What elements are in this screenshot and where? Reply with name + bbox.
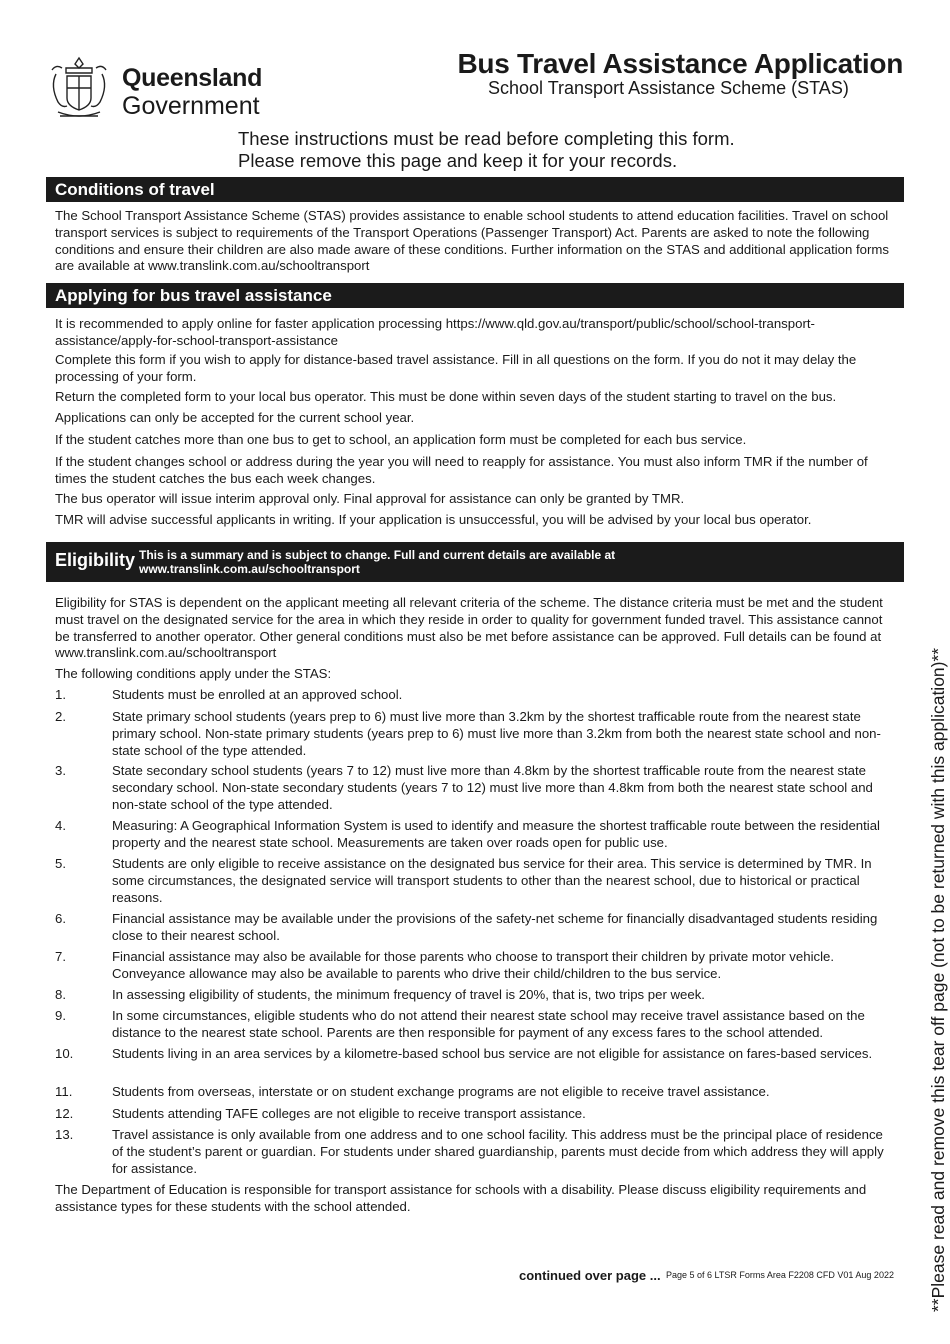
eligibility-closing: The Department of Education is responsible for transport assistance for schools with a disability. Please discuss eligibility requirements and assistance types for these students with the school attended.	[55, 1182, 867, 1214]
list-item: Financial assistance may also be available for those parents who choose to transport their children by private motor vehicle. Conveyance allowance may also be available to parents who drive their child/children to the bus service.	[112, 949, 835, 981]
continued-over-page: continued over page ...	[519, 1268, 661, 1283]
applying-paragraph: If the student changes school or address during the year you will need to reapply for assistance. You must also inform TMR if the number of times the student catches the bus each week changes.	[55, 454, 868, 486]
eligibility-lead: The following conditions apply under the STAS:	[55, 666, 332, 681]
qld-government-logo	[46, 52, 266, 126]
list-item: Students are only eligible to receive assistance on the designated bus service for their area. This service is determined by TMR. In some circumstances, the designated service will transport students to other than the nearest school, due to historical or practical reasons.	[112, 856, 872, 905]
list-item-number: 6.	[55, 911, 66, 926]
applying-paragraph: The bus operator will issue interim approval only. Final approval for assistance can only be granted by TMR.	[55, 491, 685, 506]
applying-paragraph: Applications can only be accepted for the current school year.	[55, 410, 415, 425]
instruction-line-1: These instructions must be read before completing this form.	[238, 128, 735, 149]
applying-paragraph: TMR will advise successful applicants in writing. If your application is unsuccessful, you will be advised by your local bus operator.	[55, 512, 812, 527]
document-title: Bus Travel Assistance Application	[457, 48, 903, 79]
list-item-number: 4.	[55, 818, 66, 833]
applying-paragraph: Return the completed form to your local bus operator. This must be done within seven days of the student starting to travel on the bus.	[55, 389, 837, 404]
list-item: In some circumstances, eligible students who do not attend their nearest state school may receive travel assistance based on the distance to the nearest state school. Parents are then responsible for payment of any excess fares to the school attended.	[112, 1008, 865, 1040]
list-item-number: 9.	[55, 1008, 66, 1023]
list-item: Students living in an area services by a kilometre-based school bus service are not eligible for assistance on fares-based services.	[112, 1046, 873, 1061]
eligibility-title: Eligibility	[55, 550, 136, 570]
conditions-text: The School Transport Assistance Scheme (STAS) provides assistance to enable school students to attend education facilities. Travel on school transport services is subject to requirements of the Transport Operations (Passenger Transport) Act. Parents are asked to note the following conditions and ensure their children are also made aware of these conditions. Further information on the STAS and additional application forms are available at www.translink.com.au/schooltransport	[55, 208, 889, 274]
applying-paragraph: Complete this form if you wish to apply for distance-based travel assistance. Fill in all questions on the form. If you do not it may delay the processing of your form.	[55, 352, 857, 384]
list-item: In assessing eligibility of students, the minimum frequency of travel is 20%, that is, two trips per week.	[112, 987, 705, 1002]
coat-of-arms-icon	[46, 52, 112, 122]
applying-paragraph: It is recommended to apply online for faster application processing https://www.qld.gov.au/transport/public/school/school-transport-assistance/apply-for-school-transport-assistance	[55, 316, 815, 348]
tear-off-side-note: **Please read and remove this tear off page (not to be returned with this application)**	[928, 647, 948, 1312]
list-item-number: 2.	[55, 709, 66, 724]
list-item-number: 13.	[55, 1127, 74, 1142]
section-heading-applying: Applying for bus travel assistance	[46, 283, 904, 308]
list-item: State secondary school students (years 7 to 12) must live more than 4.8km by the shortest trafficable route from the nearest state secondary school. Non-state secondary students (years 7 to 12) must live more than 4.8km from both the nearest state school and non-state school of the type attended.	[112, 763, 873, 812]
list-item: Travel assistance is only available from one address and to one school facility. This address must be the principal place of residence of the student’s parent or guardian. For students under shared guardianship, parents must decide from which address they will apply for assistance.	[112, 1127, 884, 1176]
list-item: Measuring: A Geographical Information System is used to identify and measure the shortest trafficable route between the residential property and the nearest state school. Measurements are taken over roads open for public use.	[112, 818, 880, 850]
page-footer-meta: Page 5 of 6 LTSR Forms Area F2208 CFD V01 Aug 2022	[666, 1270, 894, 1280]
eligibility-intro: Eligibility for STAS is dependent on the applicant meeting all relevant criteria of the scheme. The distance criteria must be met and the student must travel on the designated service for the area in which they reside in order to quality for government funded travel. This assistance cannot be transferred to another operator. Other general conditions must also be met before assistance can be approved. Full details can be found at www.translink.com.au/schooltransport	[55, 595, 883, 661]
eligibility-note: This is a summary and is subject to change. Full and current details are available at www.translink.com.au/schooltransport	[139, 548, 616, 576]
section-heading-conditions: Conditions of travel	[46, 177, 904, 202]
list-item-number: 11.	[55, 1084, 73, 1099]
list-item: Students from overseas, interstate or on student exchange programs are not eligible to receive travel assistance.	[112, 1084, 770, 1099]
list-item-number: 10.	[55, 1046, 74, 1061]
document-subtitle: School Transport Assistance Scheme (STAS)	[488, 78, 849, 98]
list-item: Students must be enrolled at an approved school.	[112, 687, 403, 702]
logo-text-queensland: Queensland	[122, 64, 263, 92]
list-item: Financial assistance may be available under the provisions of the safety-net scheme for financially disadvantaged students residing close to their nearest school.	[112, 911, 878, 943]
instruction-line-2: Please remove this page and keep it for your records.	[238, 150, 678, 171]
list-item-number: 12.	[55, 1106, 74, 1121]
list-item-number: 8.	[55, 987, 66, 1002]
list-item: Students attending TAFE colleges are not eligible to receive transport assistance.	[112, 1106, 586, 1121]
section-heading-eligibility	[46, 542, 904, 582]
list-item-number: 5.	[55, 856, 66, 871]
list-item-number: 7.	[55, 949, 66, 964]
list-item-number: 1.	[55, 687, 66, 702]
list-item: State primary school students (years prep to 6) must live more than 3.2km by the shortest trafficable route from the nearest state primary school. Non-state primary students (years prep to 6) must live more than 3.2km from both the nearest state school and non-state school of the type attended.	[112, 709, 881, 758]
list-item-number: 3.	[55, 763, 66, 778]
applying-paragraph: If the student catches more than one bus to get to school, an application form must be completed for each bus service.	[55, 432, 747, 447]
logo-text-government: Government	[122, 92, 260, 120]
